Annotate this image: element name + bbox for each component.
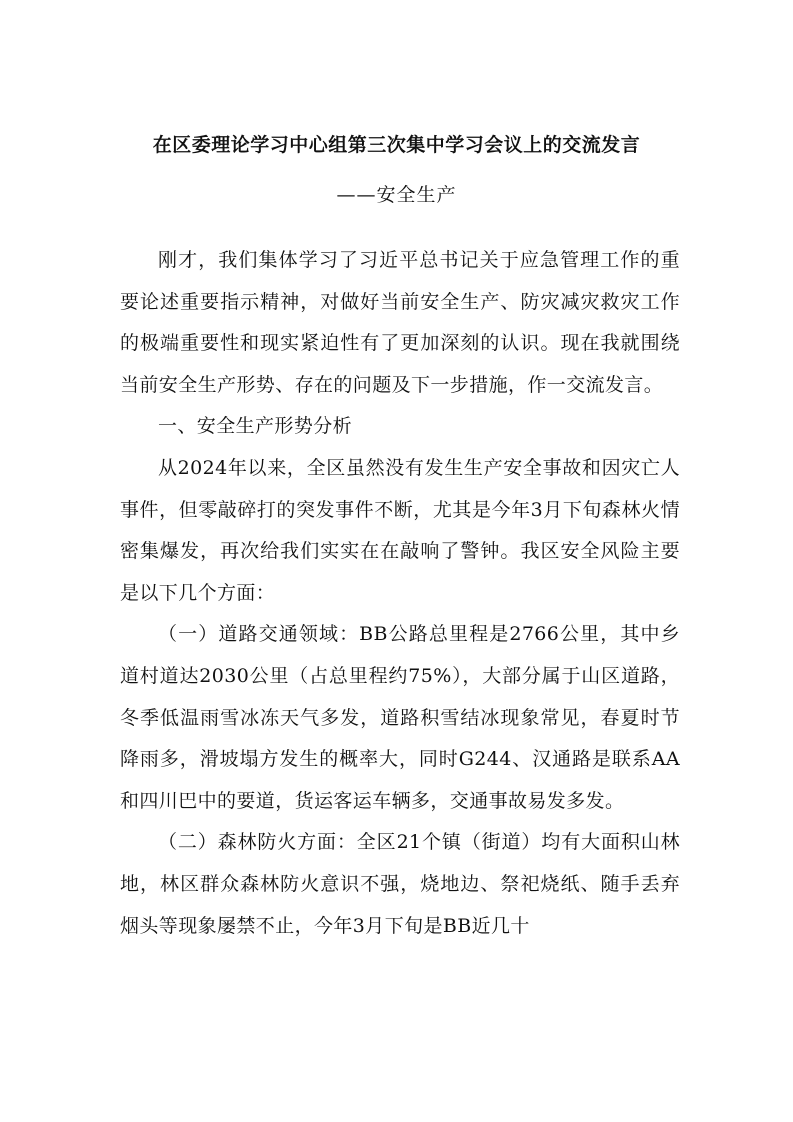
section-heading-1: 一、安全生产形势分析	[158, 415, 353, 438]
document-body	[120, 240, 680, 947]
paragraph-intro: 刚才，我们集体学习了习近平总书记关于应急管理工作的重要论述重要指示精神，对做好当前安全生产、防灾减灾救灾工作的极端重要性和现实紧迫性有了更加深刻的认识。现在我就围绕当前安全生产形势、存在的问题及下一步措施，作一交流发言。	[120, 249, 680, 396]
paragraph-situation: 从2024年以来，全区虽然没有发生生产安全事故和因灾亡人事件，但零敲碎打的突发事件不断，尤其是今年3月下旬森林火情密集爆发，再次给我们实实在在敲响了警钟。我区安全风险主要是以下几个方面：	[120, 456, 680, 604]
document-title: 在区委理论学习中心组第三次集中学习会议上的交流发言	[152, 134, 641, 156]
paragraph-forest-fire: （二）森林防火方面：全区21个镇（街道）均有大面积山林地，林区群众森林防火意识不强，烧地边、祭祀烧纸、随手丢弃烟头等现象屡禁不止，今年3月下旬是BB近几十	[120, 831, 680, 937]
paragraph-road-traffic: （一）道路交通领域：BB公路总里程是2766公里，其中乡道村道达2030公里（占总里程约75%），大部分属于山区道路，冬季低温雨雪冰冻天气多发，道路积雪结冰现象常见，春夏时节降雨多，滑坡塌方发生的概率大，同时G244、汉通路是联系AA和四川巴中的要道，货运客运车辆多，交通事故易发多发。	[120, 623, 680, 812]
document-subtitle: ——安全生产	[336, 184, 457, 206]
